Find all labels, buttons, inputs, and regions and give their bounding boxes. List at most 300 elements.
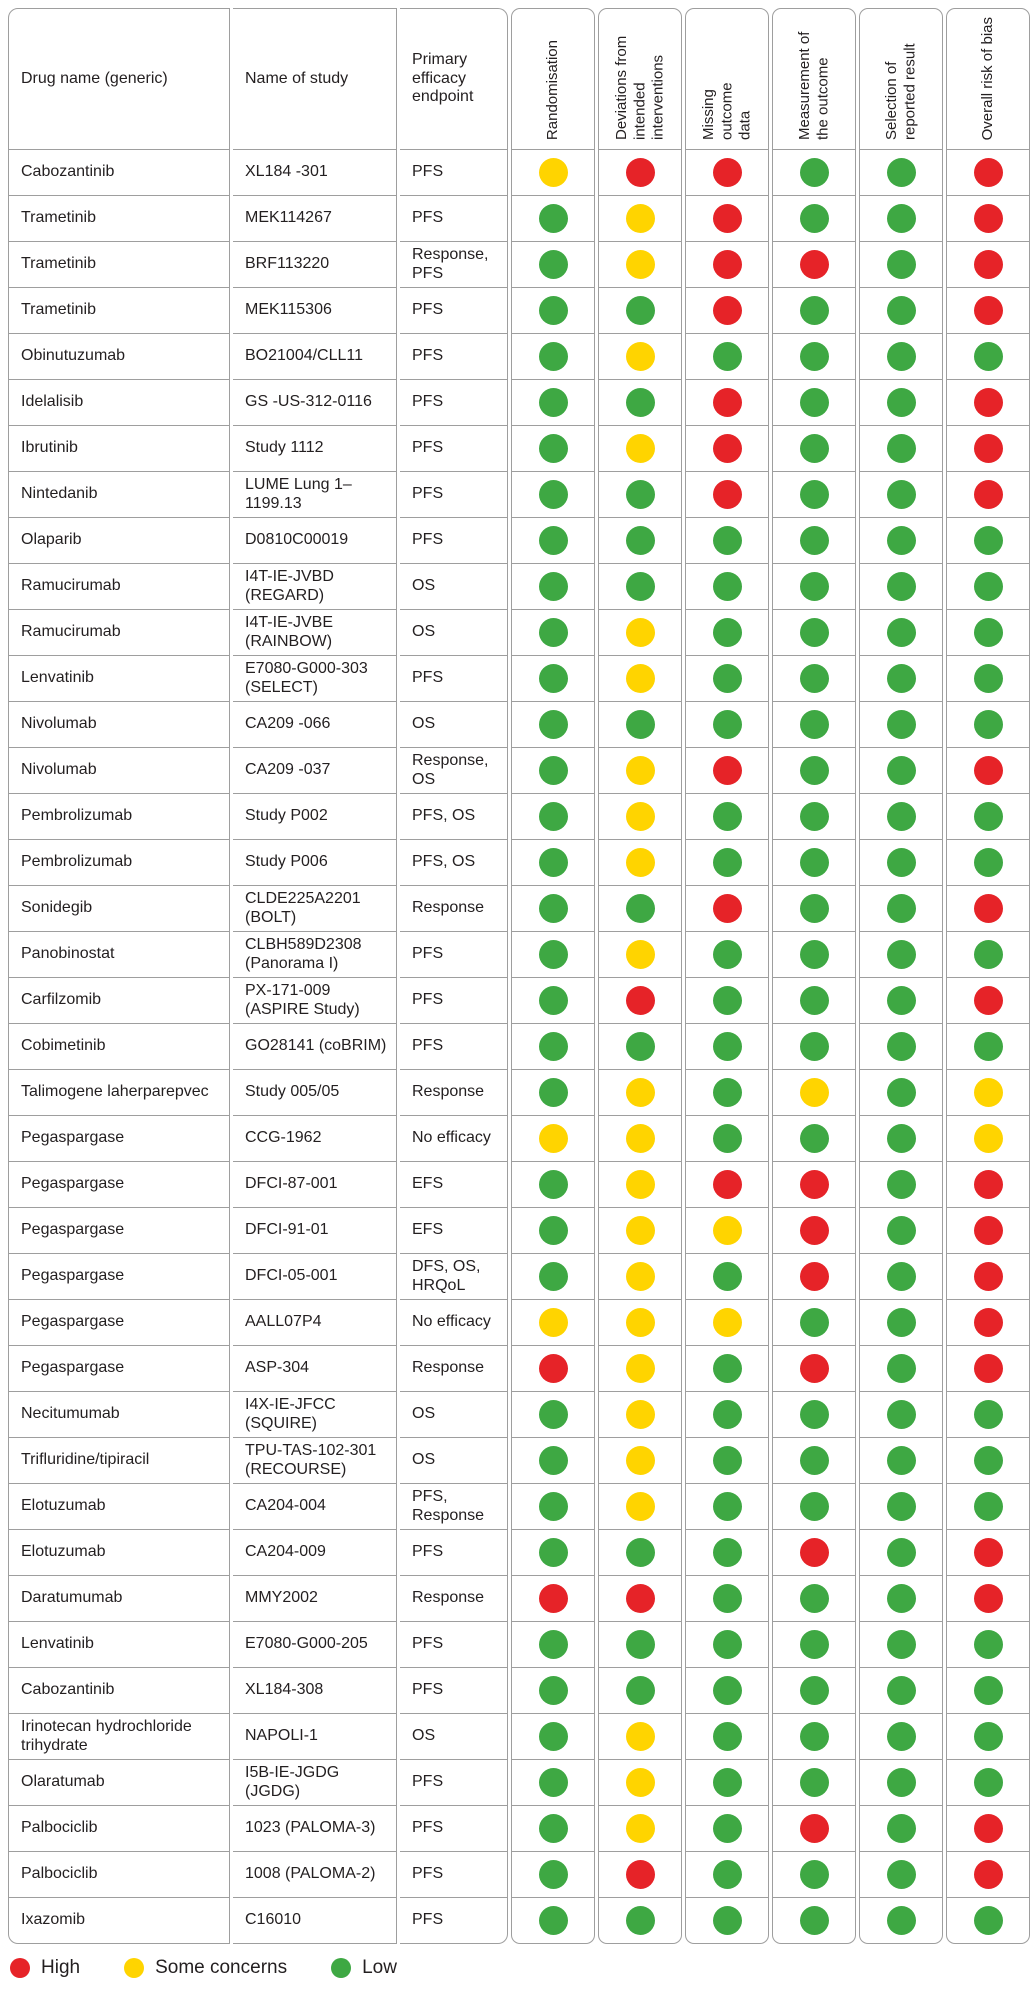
rating-dot-low xyxy=(713,1446,742,1475)
endpoint-cell: OS xyxy=(400,1438,508,1484)
rating-cell xyxy=(685,1438,769,1484)
rating-cell xyxy=(772,1024,856,1070)
rating-dot-low xyxy=(626,1538,655,1567)
drug-name-cell: Pegaspargase xyxy=(8,1208,230,1254)
rotated-header-label: Overall risk of bias xyxy=(978,16,996,140)
rating-cell xyxy=(685,1162,769,1208)
rating-dot-low xyxy=(626,296,655,325)
rating-dot-some-concerns xyxy=(626,848,655,877)
rating-dot-low xyxy=(887,1170,916,1199)
rating-dot-low xyxy=(539,1906,568,1935)
rating-cell xyxy=(511,840,595,886)
rating-cell xyxy=(598,1668,682,1714)
rating-cell xyxy=(946,1392,1030,1438)
rating-cell xyxy=(946,242,1030,288)
rating-cell xyxy=(685,1668,769,1714)
drug-name-cell: Olaratumab xyxy=(8,1760,230,1806)
rating-cell xyxy=(859,150,943,196)
rating-dot-low xyxy=(626,1630,655,1659)
rating-cell xyxy=(685,932,769,978)
rating-dot-low xyxy=(800,158,829,187)
rating-cell xyxy=(859,334,943,380)
study-name-cell: DFCI-05-001 xyxy=(233,1254,397,1300)
rating-dot-low xyxy=(713,1078,742,1107)
endpoint-cell: PFS xyxy=(400,196,508,242)
rating-cell xyxy=(511,334,595,380)
rating-cell xyxy=(772,288,856,334)
rating-dot-some-concerns xyxy=(626,1446,655,1475)
rating-cell xyxy=(685,1484,769,1530)
rating-dot-low xyxy=(887,1400,916,1429)
rating-cell xyxy=(772,702,856,748)
rating-cell xyxy=(946,1346,1030,1392)
rating-dot-low xyxy=(800,618,829,647)
drug-name-cell: Obinutuzumab xyxy=(8,334,230,380)
rating-dot-high xyxy=(974,388,1003,417)
rating-cell xyxy=(511,748,595,794)
rating-dot-some-concerns xyxy=(539,1308,568,1337)
rating-dot-low xyxy=(539,1170,568,1199)
rating-cell xyxy=(685,702,769,748)
endpoint-cell: PFS xyxy=(400,1530,508,1576)
study-name-cell: PX-171-009 (ASPIRE Study) xyxy=(233,978,397,1024)
rating-dot-some-concerns xyxy=(626,1354,655,1383)
rating-cell xyxy=(946,886,1030,932)
rating-cell xyxy=(859,1392,943,1438)
rating-dot-low xyxy=(539,1262,568,1291)
rating-dot-low xyxy=(800,526,829,555)
rating-dot-low xyxy=(887,480,916,509)
rating-dot-high xyxy=(974,1262,1003,1291)
rating-dot-low xyxy=(626,526,655,555)
rating-dot-low xyxy=(887,434,916,463)
drug-name-cell: Olaparib xyxy=(8,518,230,564)
col-header-measurement xyxy=(772,8,856,150)
rating-dot-some-concerns xyxy=(974,1078,1003,1107)
rating-dot-low xyxy=(800,1400,829,1429)
rating-dot-some-concerns xyxy=(626,1124,655,1153)
study-name-cell: E7080-G000-205 xyxy=(233,1622,397,1668)
drug-name-cell: Pegaspargase xyxy=(8,1162,230,1208)
rating-dot-low xyxy=(539,1492,568,1521)
rating-dot-high xyxy=(974,250,1003,279)
rating-cell xyxy=(511,564,595,610)
rating-cell xyxy=(772,150,856,196)
rating-dot-low xyxy=(887,1768,916,1797)
legend-label-low: Low xyxy=(362,1957,397,1978)
rating-cell xyxy=(859,472,943,518)
rating-dot-some-concerns xyxy=(626,664,655,693)
rating-cell xyxy=(598,426,682,472)
rating-dot-low xyxy=(800,710,829,739)
endpoint-cell: PFS xyxy=(400,932,508,978)
rating-cell xyxy=(511,1162,595,1208)
rating-dot-low xyxy=(539,710,568,739)
rating-cell xyxy=(859,978,943,1024)
rating-cell xyxy=(946,472,1030,518)
drug-name-cell: Talimogene laherparepvec xyxy=(8,1070,230,1116)
rating-dot-high xyxy=(974,1584,1003,1613)
rating-cell xyxy=(946,380,1030,426)
rating-dot-some-concerns xyxy=(626,1400,655,1429)
rating-dot-low xyxy=(974,802,1003,831)
rating-dot-some-concerns xyxy=(626,940,655,969)
rating-dot-low xyxy=(800,1124,829,1153)
rating-cell xyxy=(511,426,595,472)
rating-cell xyxy=(598,1806,682,1852)
rating-dot-low xyxy=(800,1676,829,1705)
rating-dot-low xyxy=(539,1078,568,1107)
rating-dot-low xyxy=(539,296,568,325)
rating-cell xyxy=(598,1714,682,1760)
rating-dot-low xyxy=(539,940,568,969)
rating-cell xyxy=(859,1070,943,1116)
study-name-cell: Study P006 xyxy=(233,840,397,886)
rating-cell xyxy=(859,886,943,932)
rating-dot-low xyxy=(539,342,568,371)
rating-cell xyxy=(511,1760,595,1806)
study-name-cell: CA204-009 xyxy=(233,1530,397,1576)
rating-cell xyxy=(946,1714,1030,1760)
rating-cell xyxy=(946,426,1030,472)
rating-dot-low xyxy=(713,710,742,739)
rating-cell xyxy=(511,1714,595,1760)
rating-dot-low xyxy=(713,1860,742,1889)
rating-dot-high xyxy=(800,1354,829,1383)
rating-dot-low xyxy=(800,848,829,877)
rating-cell xyxy=(598,1392,682,1438)
endpoint-cell: OS xyxy=(400,702,508,748)
rating-cell xyxy=(946,1806,1030,1852)
rating-dot-low xyxy=(539,388,568,417)
rating-cell xyxy=(859,932,943,978)
rating-cell xyxy=(685,150,769,196)
endpoint-cell: EFS xyxy=(400,1162,508,1208)
rating-cell xyxy=(598,1484,682,1530)
rating-dot-low xyxy=(887,388,916,417)
rotated-header-label: Missing outcome data xyxy=(699,82,754,140)
rating-dot-low xyxy=(713,1814,742,1843)
drug-name-cell: Cabozantinib xyxy=(8,1668,230,1714)
rating-cell xyxy=(598,1162,682,1208)
rating-cell xyxy=(598,932,682,978)
rating-dot-low xyxy=(974,1676,1003,1705)
study-name-cell: I4T-IE-JVBD (REGARD) xyxy=(233,564,397,610)
rating-dot-high xyxy=(800,1216,829,1245)
rating-dot-high xyxy=(800,1814,829,1843)
rating-dot-low xyxy=(974,848,1003,877)
rating-dot-low xyxy=(887,1584,916,1613)
some-concerns-dot-icon xyxy=(124,1958,144,1978)
rating-dot-low xyxy=(800,1722,829,1751)
drug-name-cell: Pembrolizumab xyxy=(8,794,230,840)
rating-cell xyxy=(685,1530,769,1576)
drug-name-cell: Idelalisib xyxy=(8,380,230,426)
rating-dot-some-concerns xyxy=(713,1308,742,1337)
rating-cell xyxy=(859,380,943,426)
rating-cell xyxy=(946,840,1030,886)
rating-cell xyxy=(772,656,856,702)
rating-cell xyxy=(511,1392,595,1438)
rating-dot-low xyxy=(800,894,829,923)
study-name-cell: NAPOLI-1 xyxy=(233,1714,397,1760)
rating-cell xyxy=(598,288,682,334)
rating-dot-low xyxy=(713,848,742,877)
study-name-cell: BRF113220 xyxy=(233,242,397,288)
rating-cell xyxy=(859,1484,943,1530)
rating-dot-low xyxy=(887,1354,916,1383)
endpoint-cell: Response xyxy=(400,1576,508,1622)
endpoint-cell: OS xyxy=(400,564,508,610)
endpoint-cell: EFS xyxy=(400,1208,508,1254)
rating-cell xyxy=(598,518,682,564)
rating-cell xyxy=(685,1346,769,1392)
risk-of-bias-table xyxy=(8,8,1030,1944)
rating-cell xyxy=(511,150,595,196)
rating-dot-low xyxy=(626,480,655,509)
rating-dot-low xyxy=(800,342,829,371)
rating-dot-low xyxy=(800,1768,829,1797)
rating-dot-low xyxy=(539,1722,568,1751)
endpoint-cell: PFS xyxy=(400,1668,508,1714)
rating-cell xyxy=(685,1024,769,1070)
rating-dot-low xyxy=(800,802,829,831)
rating-dot-low xyxy=(974,1446,1003,1475)
rating-dot-low xyxy=(800,296,829,325)
rating-dot-high xyxy=(974,1354,1003,1383)
drug-name-cell: Nivolumab xyxy=(8,748,230,794)
rating-dot-low xyxy=(887,1262,916,1291)
study-name-cell: MEK115306 xyxy=(233,288,397,334)
rating-cell xyxy=(859,1530,943,1576)
endpoint-cell: No efficacy xyxy=(400,1300,508,1346)
rating-dot-low xyxy=(974,664,1003,693)
rating-cell xyxy=(859,702,943,748)
rating-dot-low xyxy=(800,204,829,233)
rating-cell xyxy=(511,1852,595,1898)
rating-cell xyxy=(772,472,856,518)
rating-dot-high xyxy=(713,250,742,279)
endpoint-cell: PFS, OS xyxy=(400,840,508,886)
rating-cell xyxy=(772,1530,856,1576)
endpoint-cell: OS xyxy=(400,1392,508,1438)
drug-name-cell: Ramucirumab xyxy=(8,564,230,610)
rating-cell xyxy=(598,564,682,610)
rating-cell xyxy=(598,794,682,840)
rating-cell xyxy=(946,564,1030,610)
rating-dot-low xyxy=(800,1446,829,1475)
rating-dot-low xyxy=(539,664,568,693)
rating-cell xyxy=(685,794,769,840)
rating-dot-low xyxy=(539,434,568,463)
rating-cell xyxy=(772,1346,856,1392)
rating-dot-low xyxy=(887,894,916,923)
rating-dot-low xyxy=(887,618,916,647)
study-name-cell: I5B-IE-JGDG (JGDG) xyxy=(233,1760,397,1806)
study-name-cell: DFCI-87-001 xyxy=(233,1162,397,1208)
study-name-cell: I4T-IE-JVBE (RAINBOW) xyxy=(233,610,397,656)
rating-cell xyxy=(946,1208,1030,1254)
rating-dot-low xyxy=(974,1906,1003,1935)
rating-cell xyxy=(859,610,943,656)
rating-dot-high xyxy=(974,1216,1003,1245)
rating-cell xyxy=(859,1898,943,1944)
rating-dot-low xyxy=(539,618,568,647)
rating-dot-low xyxy=(974,1492,1003,1521)
drug-name-cell: Necitumumab xyxy=(8,1392,230,1438)
rating-dot-low xyxy=(713,1400,742,1429)
rating-dot-some-concerns xyxy=(626,802,655,831)
drug-name-cell: Cabozantinib xyxy=(8,150,230,196)
rating-dot-low xyxy=(713,802,742,831)
rating-dot-low xyxy=(887,1722,916,1751)
study-name-cell: Study 005/05 xyxy=(233,1070,397,1116)
endpoint-cell: PFS, Response xyxy=(400,1484,508,1530)
rating-cell xyxy=(598,748,682,794)
rating-cell xyxy=(772,1438,856,1484)
endpoint-cell: PFS xyxy=(400,1852,508,1898)
rating-cell xyxy=(598,1116,682,1162)
study-name-cell: GO28141 (coBRIM) xyxy=(233,1024,397,1070)
rating-cell xyxy=(685,334,769,380)
col-header-missing-data xyxy=(685,8,769,150)
rating-dot-some-concerns xyxy=(626,250,655,279)
study-name-cell: D0810C00019 xyxy=(233,518,397,564)
drug-name-cell: Palbociclib xyxy=(8,1852,230,1898)
rating-cell xyxy=(685,288,769,334)
rating-dot-low xyxy=(539,1032,568,1061)
rating-cell xyxy=(511,886,595,932)
rating-dot-low xyxy=(539,1400,568,1429)
rating-dot-high xyxy=(539,1584,568,1613)
rating-dot-low xyxy=(974,710,1003,739)
rating-cell xyxy=(685,1576,769,1622)
study-name-cell: LUME Lung 1–1199.13 xyxy=(233,472,397,518)
rating-dot-low xyxy=(539,204,568,233)
rating-dot-low xyxy=(887,1630,916,1659)
rating-cell xyxy=(511,380,595,426)
rating-cell xyxy=(511,1254,595,1300)
rating-cell xyxy=(685,242,769,288)
legend xyxy=(10,1957,1035,1979)
legend-label-some-concerns: Some concerns xyxy=(155,1957,288,1978)
rating-cell xyxy=(772,1852,856,1898)
rating-cell xyxy=(946,1668,1030,1714)
rating-cell xyxy=(598,1024,682,1070)
rating-cell xyxy=(859,242,943,288)
rating-dot-some-concerns xyxy=(626,1492,655,1521)
rating-dot-low xyxy=(800,1860,829,1889)
rating-cell xyxy=(598,1346,682,1392)
rating-dot-high xyxy=(713,1170,742,1199)
rating-cell xyxy=(685,978,769,1024)
rating-cell xyxy=(772,978,856,1024)
rating-dot-low xyxy=(626,388,655,417)
rating-cell xyxy=(685,518,769,564)
rating-cell xyxy=(772,1806,856,1852)
rating-cell xyxy=(685,610,769,656)
rating-dot-low xyxy=(713,1584,742,1613)
rating-dot-high xyxy=(800,250,829,279)
study-name-cell: CLDE225A2201 (BOLT) xyxy=(233,886,397,932)
rating-cell xyxy=(946,656,1030,702)
rating-cell xyxy=(511,518,595,564)
rating-cell xyxy=(859,656,943,702)
rating-cell xyxy=(859,1760,943,1806)
rating-dot-low xyxy=(800,664,829,693)
rating-dot-high xyxy=(974,1814,1003,1843)
rating-cell xyxy=(946,518,1030,564)
rating-dot-low xyxy=(887,296,916,325)
endpoint-cell: PFS xyxy=(400,472,508,518)
rating-cell xyxy=(859,564,943,610)
rating-cell xyxy=(772,1622,856,1668)
study-name-cell: BO21004/CLL11 xyxy=(233,334,397,380)
rating-dot-low xyxy=(800,572,829,601)
rating-cell xyxy=(598,150,682,196)
rating-cell xyxy=(772,794,856,840)
rating-dot-low xyxy=(713,1630,742,1659)
rating-dot-low xyxy=(539,1630,568,1659)
rating-cell xyxy=(772,426,856,472)
rating-cell xyxy=(946,978,1030,1024)
rating-dot-low xyxy=(887,1492,916,1521)
rating-dot-some-concerns xyxy=(974,1124,1003,1153)
legend-label-high: High xyxy=(41,1957,81,1978)
rating-cell xyxy=(859,1668,943,1714)
rating-dot-low xyxy=(887,1814,916,1843)
rating-dot-high xyxy=(626,986,655,1015)
rating-cell xyxy=(772,1162,856,1208)
endpoint-cell: Response xyxy=(400,1070,508,1116)
rating-cell xyxy=(511,656,595,702)
study-name-cell: ASP-304 xyxy=(233,1346,397,1392)
rating-dot-low xyxy=(539,1814,568,1843)
endpoint-cell: PFS xyxy=(400,1760,508,1806)
endpoint-cell: PFS xyxy=(400,1898,508,1944)
rating-cell xyxy=(946,1254,1030,1300)
rating-dot-low xyxy=(887,802,916,831)
rating-cell xyxy=(511,288,595,334)
rating-cell xyxy=(598,1300,682,1346)
rating-dot-low xyxy=(713,1722,742,1751)
rating-cell xyxy=(772,334,856,380)
rating-dot-low xyxy=(539,1676,568,1705)
rating-dot-low xyxy=(539,1768,568,1797)
rating-cell xyxy=(859,1162,943,1208)
rating-cell xyxy=(772,1300,856,1346)
rating-dot-high xyxy=(713,296,742,325)
rating-dot-low xyxy=(713,1354,742,1383)
rating-dot-some-concerns xyxy=(626,204,655,233)
drug-name-cell: Pegaspargase xyxy=(8,1300,230,1346)
rating-cell xyxy=(946,610,1030,656)
rating-cell xyxy=(685,1622,769,1668)
rating-cell xyxy=(859,1438,943,1484)
rating-dot-low xyxy=(713,618,742,647)
rating-cell xyxy=(946,1622,1030,1668)
drug-name-cell: Daratumumab xyxy=(8,1576,230,1622)
rating-dot-low xyxy=(713,1492,742,1521)
rating-cell xyxy=(772,518,856,564)
rating-cell xyxy=(946,1162,1030,1208)
rating-cell xyxy=(598,1576,682,1622)
endpoint-cell: PFS xyxy=(400,426,508,472)
rating-dot-low xyxy=(539,480,568,509)
rotated-header-label: Selection of reported result xyxy=(882,43,918,140)
endpoint-cell: PFS xyxy=(400,1622,508,1668)
rating-cell xyxy=(859,1852,943,1898)
